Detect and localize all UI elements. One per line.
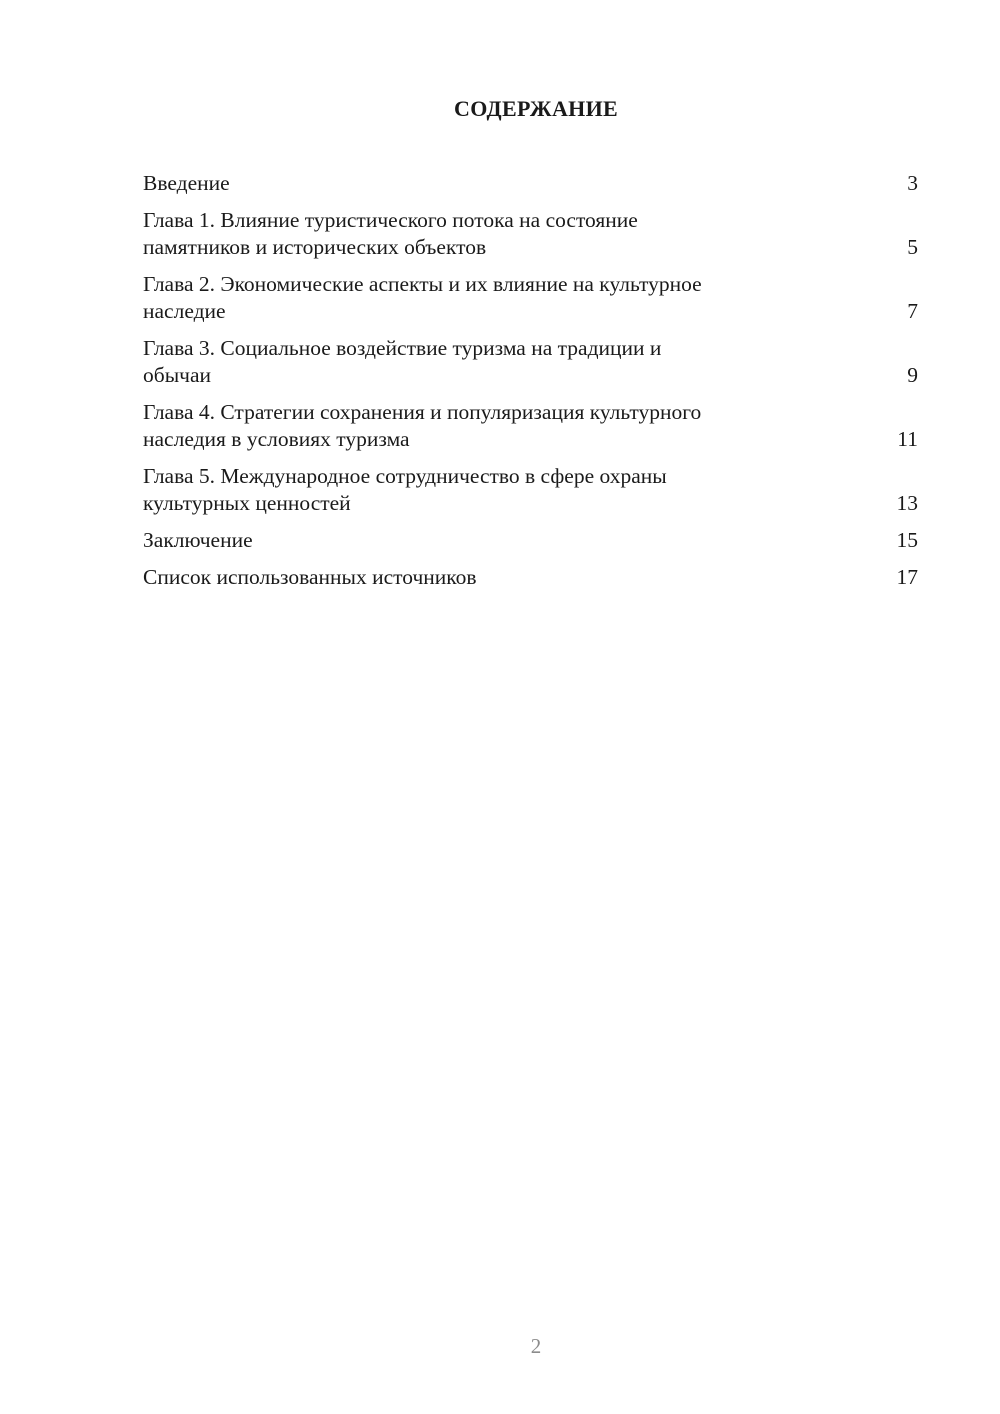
toc-entry-page-number: 13 [896,491,918,515]
toc-entry-label: Введение [143,171,230,195]
toc-entry-page-number: 15 [896,528,918,552]
toc-entry-page-number: 3 [907,171,918,195]
toc-entry-page-number: 9 [907,363,918,387]
page-number: 2 [530,1334,542,1358]
toc-entry-label: Глава 4. Стратегии сохранения и популяризация культурного наследия в условиях туризма [143,400,702,451]
page-title: СОДЕРЖАНИЕ [454,96,618,121]
toc-entry-introduction [143,170,918,197]
toc-entry-chapter-3 [143,335,918,389]
toc-entry-label: Глава 3. Социальное воздействие туризма на традиции и обычаи [143,336,662,387]
toc-entry-page-number: 11 [897,427,918,451]
table-of-contents [143,170,918,601]
toc-entry-page-number: 5 [907,235,918,259]
toc-entry-page-number: 7 [907,299,918,323]
toc-entry-label: Глава 2. Экономические аспекты и их влияние на культурное наследие [143,272,702,323]
toc-entry-page-number: 17 [896,565,918,589]
toc-entry-conclusion [143,527,918,554]
toc-entry-chapter-1 [143,207,918,261]
toc-entry-chapter-4 [143,399,918,453]
toc-entry-references [143,564,918,591]
toc-entry-chapter-5 [143,463,918,517]
toc-entry-label: Глава 1. Влияние туристического потока на состояние памятников и исторических объектов [143,208,638,259]
toc-entry-chapter-2 [143,271,918,325]
toc-entry-label: Глава 5. Международное сотрудничество в сфере охраны культурных ценностей [143,464,667,515]
toc-entry-label: Заключение [143,528,253,552]
toc-entry-label: Список использованных источников [143,565,477,589]
